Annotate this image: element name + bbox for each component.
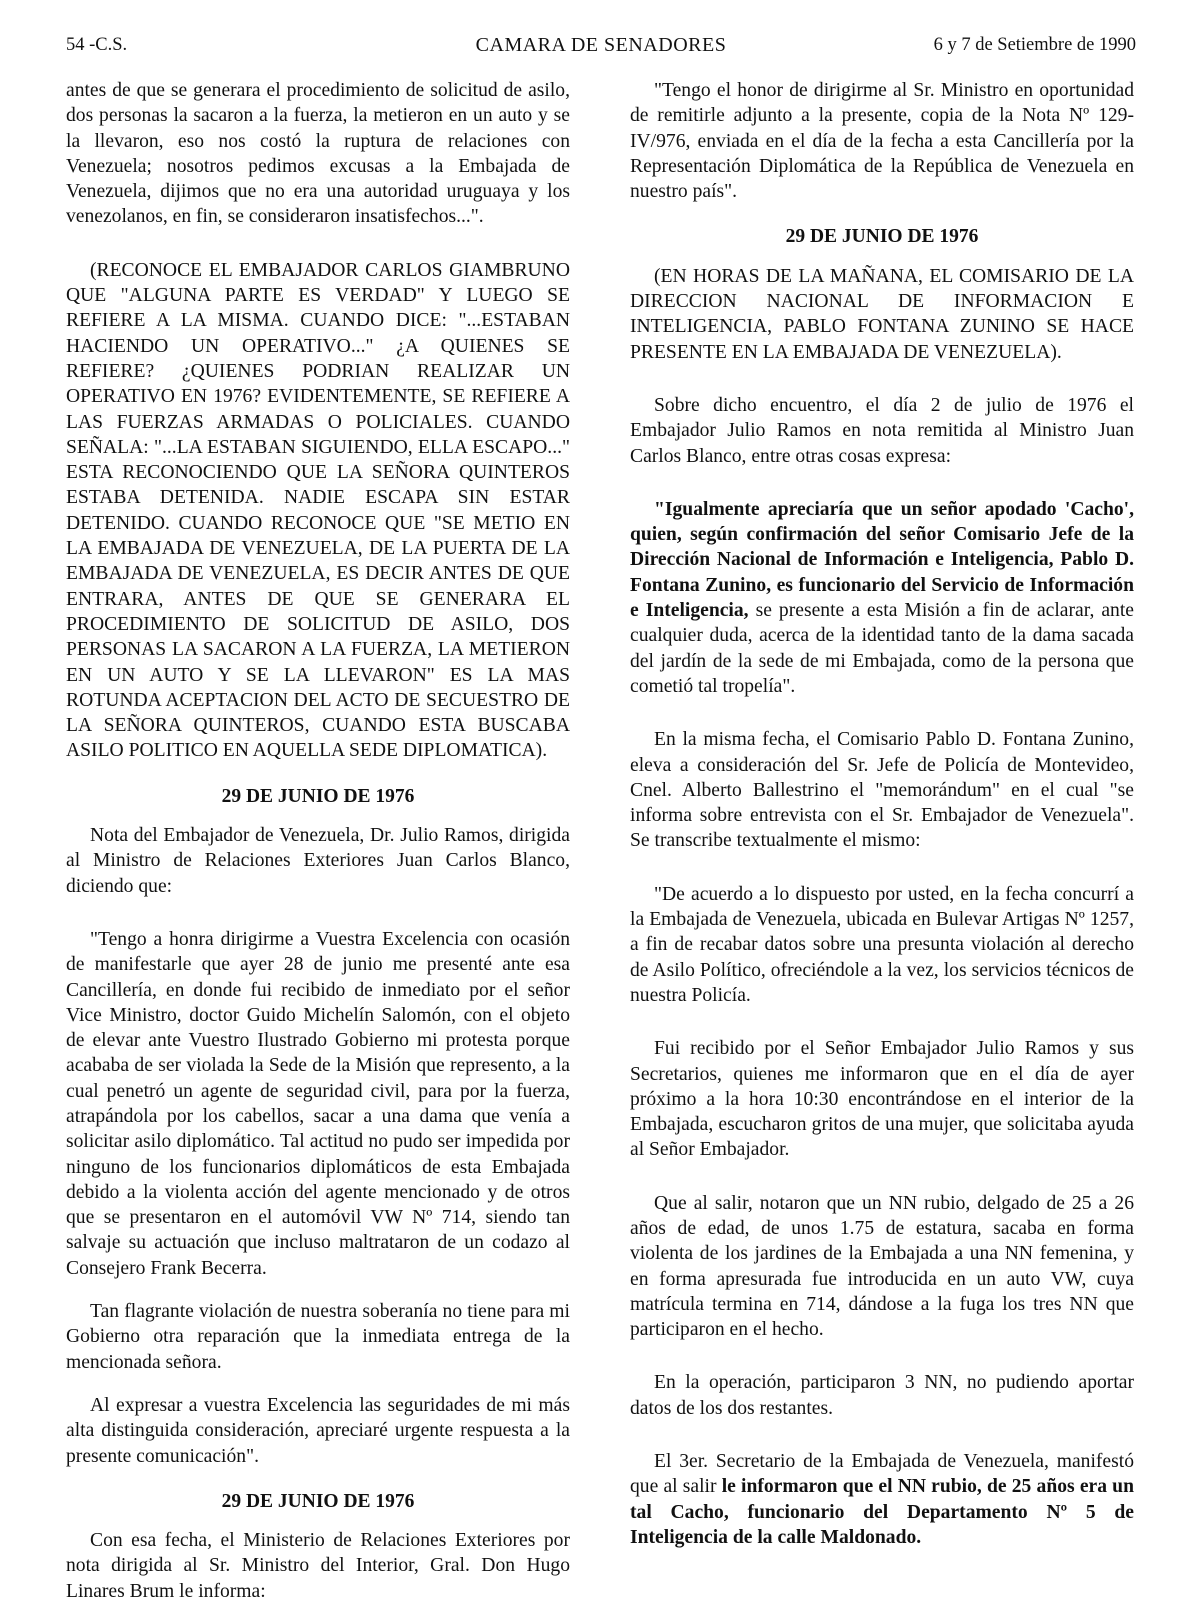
quoted-paragraph: "De acuerdo a lo dispuesto por usted, en la fecha concurrí a la Embajada de Venezuela, ubicada en Bulevar Artigas Nº 1257, a fin de recabar datos sobre una presunta violación al derecho de Asilo Político, ofreciéndole a la vez, los servicios técnicos de nuestra Policía. <box>630 883 1134 1006</box>
bold-text: "Igualmente apreciaría que un señor apodado 'Cacho', quien, según confirmación del señor Comisario Jefe de la Dirección Nacional de Información e Inteligencia, Pablo D. Fontana Zunino, es funcionario del Servicio de Información e Inteligencia, <box>630 498 1134 622</box>
paragraph: antes de que se generara el procedimiento de solicitud de asilo, dos personas la sacaron a la fuerza, la metieron en un auto y se la llevaron, eso nos costó la ruptura de relaciones con Venezuela; nosotros pedimos excusas a la Embajada de Venezuela, dijimos que no era una autoridad uruguaya y los venezolanos, en fin, se consideraron insatisfechos...". <box>66 80 570 228</box>
quoted-paragraph: Que al salir, notaron que un NN rubio, delgado de 25 a 26 años de edad, de unos 1.75 de estatura, sacaba en forma violenta de los jardines de la Embajada a una NN femenina, y en forma apresurada fue introducida en un auto VW, cuya matrícula termina en 714, dándose a la fuga los tres NN que participaron en el hecho. <box>630 1192 1134 1341</box>
paragraph: Nota del Embajador de Venezuela, Dr. Julio Ramos, dirigida al Ministro de Relaciones Exteriores Juan Carlos Blanco, diciendo que: <box>66 825 570 897</box>
bold-text: le informaron que el NN rubio, de 25 años era un tal Cacho, funcionario del Departamento Nº 5 de Inteligencia de la calle Maldonado. <box>630 1476 1134 1548</box>
quoted-paragraph: Fui recibido por el Señor Embajador Julio Ramos y sus Secretarios, quienes me informaron que en el día de ayer próximo a la hora 10:30 encontrándose en el interior de la Embajada, escucharon gritos de una mujer, que solicitaba ayuda al Señor Embajador. <box>630 1038 1134 1161</box>
paragraph-caps-commentary: (RECONOCE EL EMBAJADOR CARLOS GIAMBRUNO QUE "ALGUNA PARTE ES VERDAD" Y LUEGO SE REFIERE A LA MISMA. CUANDO DICE: "...ESTABAN HACIENDO UN OPERATIVO..." ¿A QUIENES SE REFIERE? ¿QUIENES PODRIAN REALIZAR UN OPERATIVO EN 1976? EVIDENTEMENTE, SE REFIERE A LAS FUERZAS ARMADAS O POLICIALES. CUANDO SEÑALA: "...LA ESTABAN SIGUIENDO, ELLA ESCAPO..." ESTA RECONOCIENDO QUE LA SEÑORA QUINTEROS ESTABA DETENIDA. NADIE ESCAPA SIN ESTAR DETENIDO. CUANDO RECONOCE QUE "SE METIO EN LA EMBAJADA DE VENEZUELA, DE LA PUERTA DE LA EMBAJADA DE VENEZUELA, ES DECIR ANTES DE QUE ENTRARA, ANTES DE QUE SE GENERARA EL PROCEDIMIENTO DE SOLICITUD DE ASILO, DOS PERSONAS LA SACARON A LA FUERZA, LA METIERON EN UN AUTO Y SE LA LLEVARON" ES LA MAS ROTUNDA ACEPTACION DEL ACTO DE SECUESTRO DE LA SEÑORA QUINTEROS, CUANDO ESTA BUSCABA ASILO POLITICO EN AQUELLA SEDE DIPLOMATICA). <box>66 259 570 762</box>
page-header <box>66 30 1136 60</box>
publication-title: CAMARA DE SENADORES <box>475 34 727 56</box>
left-column <box>66 78 570 1604</box>
quoted-paragraph: Al expresar a vuestra Excelencia las seguridades de mi más alta distinguida consideración, apreciaré urgente respuesta a la presente comunicación". <box>66 1394 570 1467</box>
paragraph-caps-commentary: (EN HORAS DE LA MAÑANA, EL COMISARIO DE LA DIRECCION NACIONAL DE INFORMACION E INTELIGENCIA, PABLO FONTANA ZUNINO SE HACE PRESENTE EN LA EMBAJADA DE VENEZUELA). <box>630 265 1134 363</box>
quoted-paragraph <box>630 1449 1134 1550</box>
quoted-paragraph: "Tengo el honor de dirigirme al Sr. Ministro en oportunidad de remitirle adjunto a la presente, copia de la Nota Nº 129-IV/976, enviada en el día de la fecha a esta Cancillería por la Representación Diplomática de la República de Venezuela en nuestro país". <box>630 80 1134 203</box>
section-date-heading: 29 DE JUNIO DE 1976 <box>221 1490 415 1512</box>
regular-text: se presente a esta Misión a fin de aclarar, ante cualquier duda, acerca de la identidad tanto de la dama sacada del jardín de la sede de mi Embajada, como de la persona que cometió tal tropelía". <box>630 600 1134 697</box>
right-column <box>630 78 1134 1550</box>
section-date-heading: 29 DE JUNIO DE 1976 <box>785 226 979 248</box>
regular-text: El 3er. Secretario de la Embajada de Venezuela, manifestó que al salir <box>630 1451 1134 1498</box>
paragraph: Con esa fecha, el Ministerio de Relaciones Exteriores por nota dirigida al Sr. Ministro del Interior, Gral. Don Hugo Linares Brum le informa: <box>66 1530 570 1602</box>
section-date-heading: 29 DE JUNIO DE 1976 <box>221 785 415 807</box>
page-number: 54 -C.S. <box>66 35 128 55</box>
quoted-paragraph: Tan flagrante violación de nuestra soberanía no tiene para mi Gobierno otra reparación que la inmediata entrega de la mencionada señora. <box>66 1301 570 1373</box>
session-date: 6 y 7 de Setiembre de 1990 <box>933 35 1136 55</box>
paragraph: En la misma fecha, el Comisario Pablo D. Fontana Zunino, eleva a consideración del Sr. Jefe de Policía de Montevideo, Cnel. Alberto Ballestrino el "memorándum" en el cual "se informa sobre entrevista con el Sr. Embajador de Venezuela". Se transcribe textualmente el mismo: <box>630 729 1134 852</box>
quoted-paragraph: "Tengo a honra dirigirme a Vuestra Excelencia con ocasión de manifestarle que ayer 28 de junio me presenté ante esa Cancillería, en donde fui recibido de inmediato por el señor Vice Ministro, doctor Guido Michelín Salomón, con el objeto de elevar ante Vuestro Ilustrado Gobierno mi protesta porque acababa de ser violada la Sede de la Misión que represento, a la cual penetró un agente de seguridad civil, para por la fuerza, atrapándola por los cabellos, sacar a una dama que venía a solicitar asilo diplomático. Tal actitud no pudo ser impedida por ninguno de los funcionarios diplomáticos de esta Embajada debido a la violenta acción del agente mencionado y de otros que se presentaron en el automóvil VW Nº 714, siendo tan salvaje su actuación que incluso maltrataron de un codazo al Consejero Frank Becerra. <box>66 928 570 1279</box>
quoted-paragraph: En la operación, participaron 3 NN, no pudiendo aportar datos de los dos restantes. <box>630 1372 1134 1419</box>
quoted-paragraph <box>630 497 1134 699</box>
paragraph: Sobre dicho encuentro, el día 2 de julio de 1976 el Embajador Julio Ramos en nota remitida al Ministro Juan Carlos Blanco, entre otras cosas expresa: <box>630 394 1134 467</box>
